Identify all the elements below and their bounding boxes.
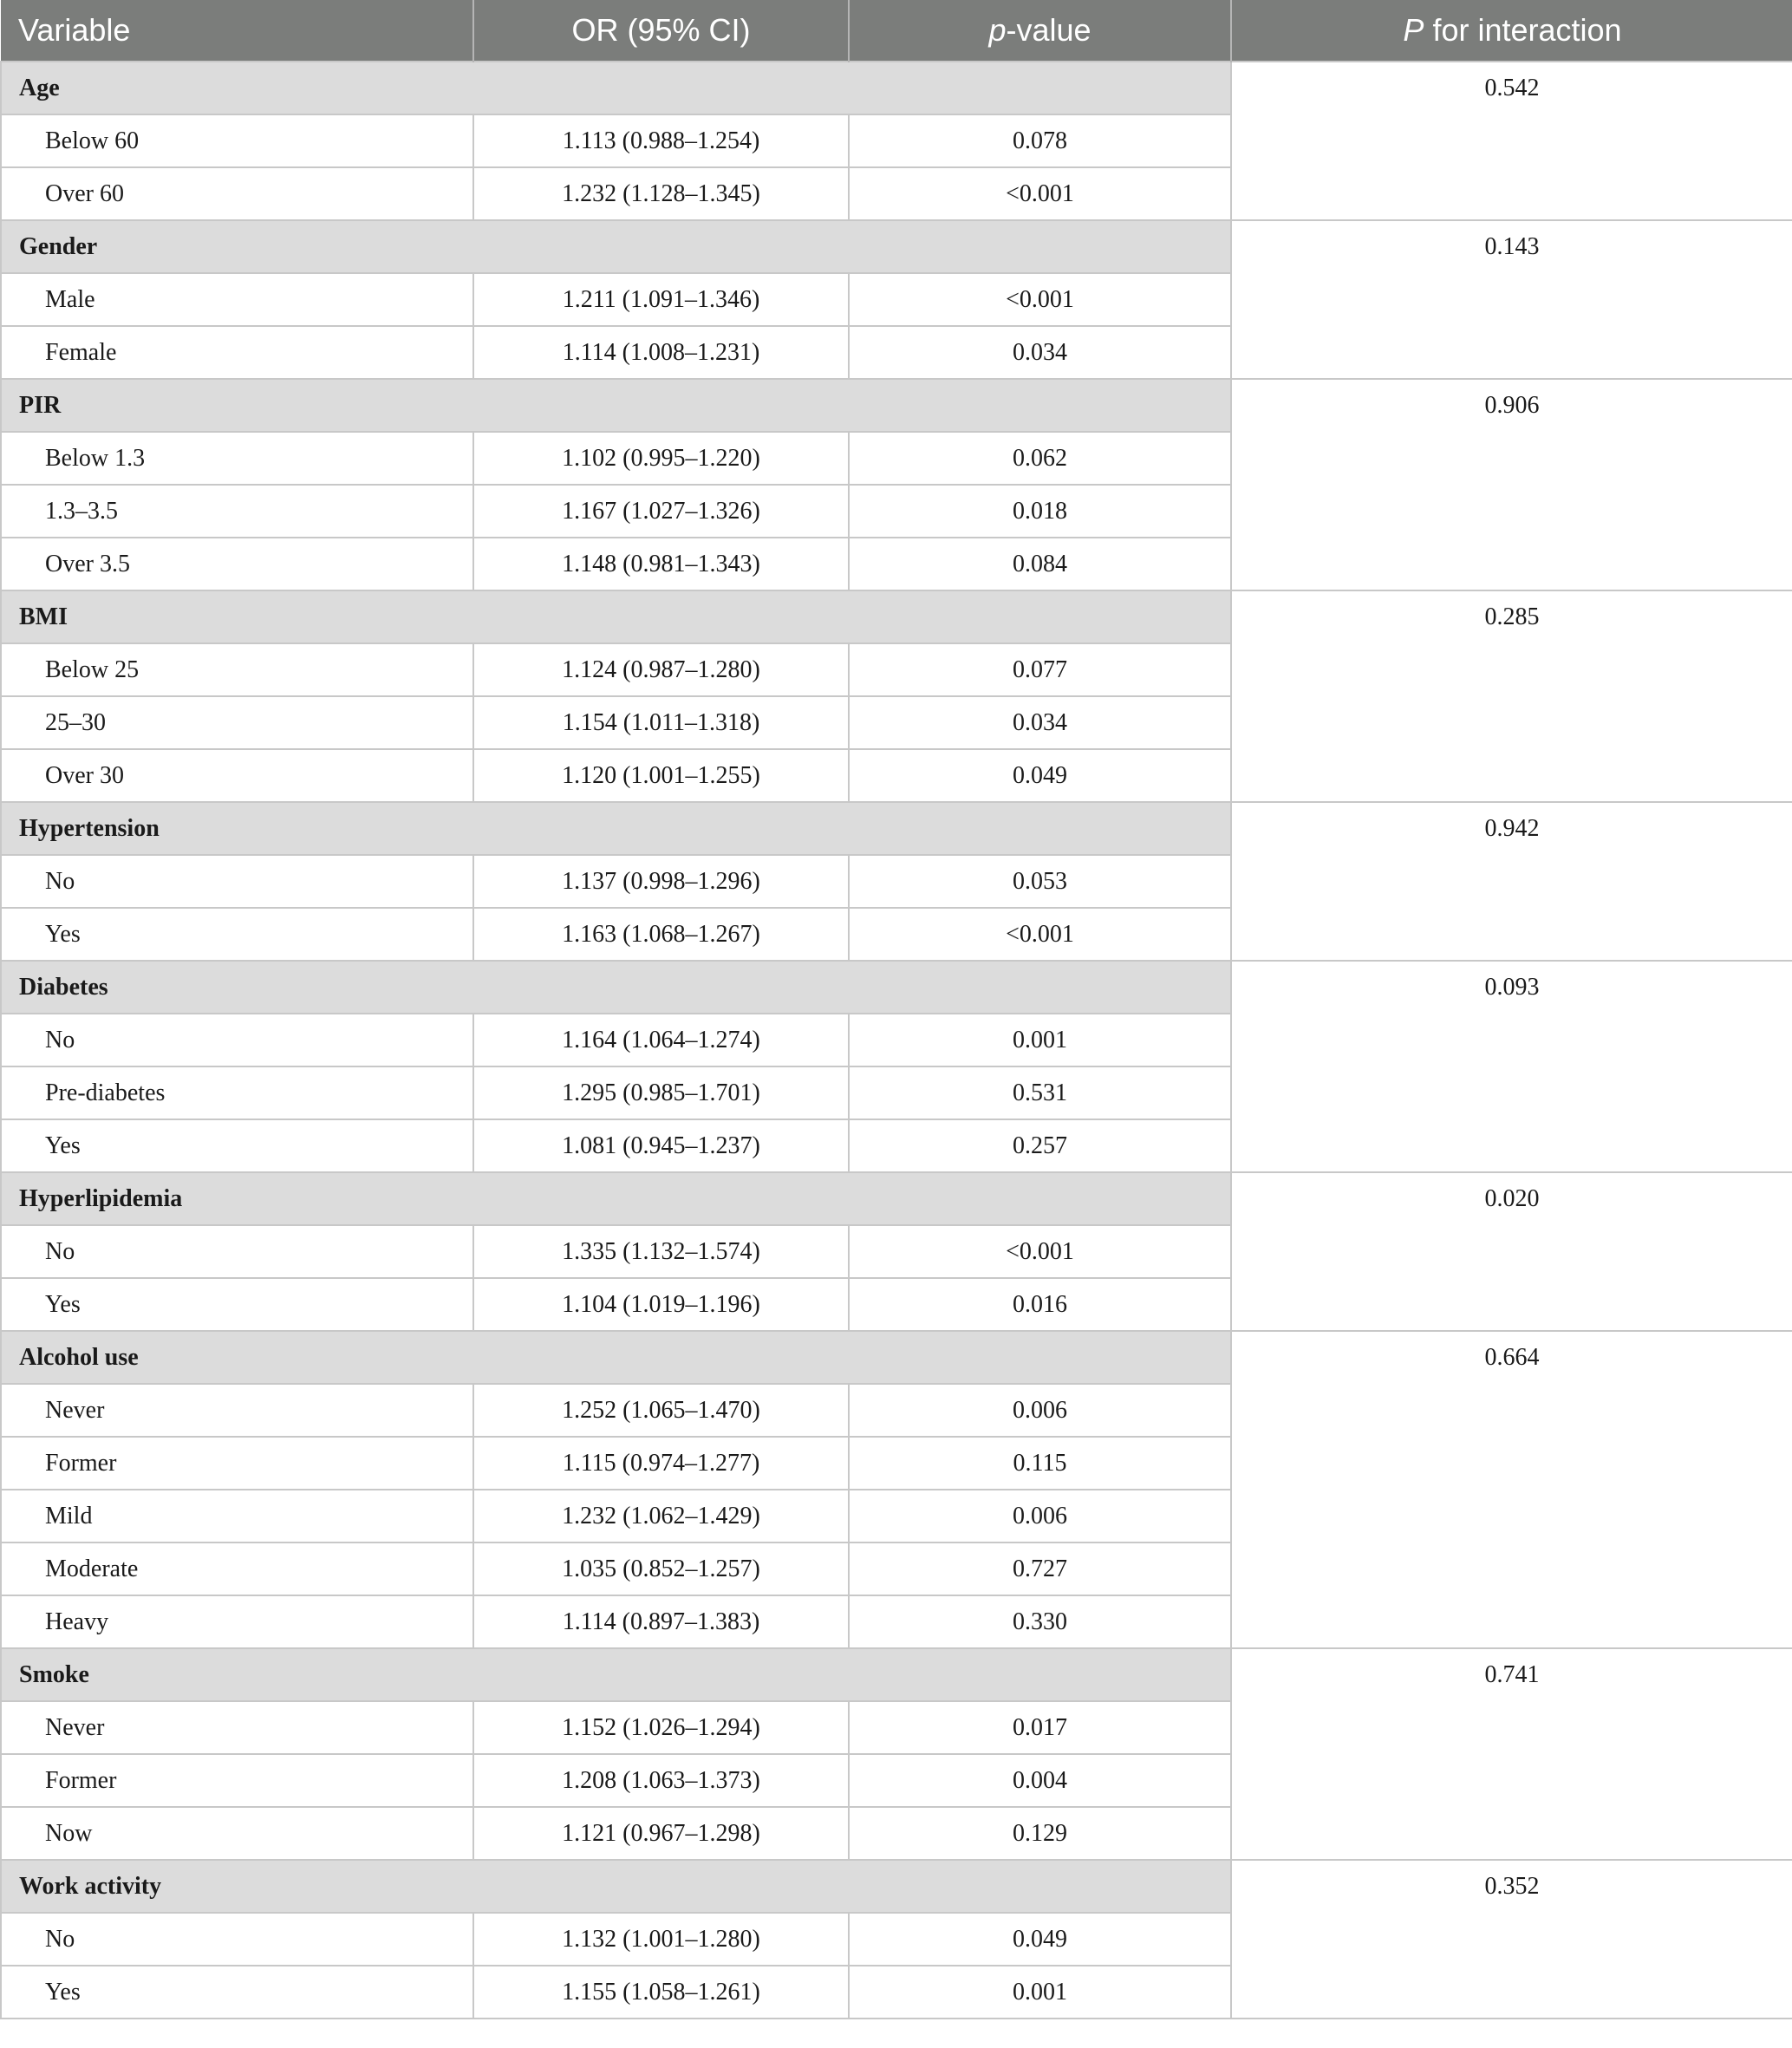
p-interaction-value: 0.542 (1231, 62, 1792, 220)
odds-ratio-ci: 1.167 (1.027–1.326) (473, 485, 849, 538)
header-p-value-italic: p (988, 12, 1007, 48)
subgroup-label: Mild (1, 1490, 473, 1543)
header-or-ci: OR (95% CI) (473, 0, 849, 62)
subgroup-label: Yes (1, 1278, 473, 1331)
p-value: 0.129 (849, 1807, 1231, 1860)
p-value: 0.077 (849, 643, 1231, 696)
odds-ratio-ci: 1.115 (0.974–1.277) (473, 1437, 849, 1490)
p-value: 0.257 (849, 1119, 1231, 1172)
odds-ratio-ci: 1.232 (1.062–1.429) (473, 1490, 849, 1543)
odds-ratio-ci: 1.120 (1.001–1.255) (473, 749, 849, 802)
odds-ratio-ci: 1.335 (1.132–1.574) (473, 1225, 849, 1278)
group-name: Hyperlipidemia (1, 1172, 1231, 1225)
table-body (1, 62, 1792, 2019)
subgroup-label: Over 30 (1, 749, 473, 802)
p-value: 0.034 (849, 326, 1231, 379)
subgroup-label: Moderate (1, 1543, 473, 1595)
subgroup-label: No (1, 1913, 473, 1966)
p-value: <0.001 (849, 1225, 1231, 1278)
odds-ratio-ci: 1.164 (1.064–1.274) (473, 1014, 849, 1066)
odds-ratio-ci: 1.154 (1.011–1.318) (473, 696, 849, 749)
odds-ratio-ci: 1.211 (1.091–1.346) (473, 273, 849, 326)
p-value: 0.006 (849, 1384, 1231, 1437)
group-row (1, 1172, 1792, 1225)
header-p-value-rest: -value (1006, 12, 1091, 48)
p-interaction-value: 0.020 (1231, 1172, 1792, 1331)
group-name: Age (1, 62, 1231, 114)
p-value: 0.084 (849, 538, 1231, 590)
odds-ratio-ci: 1.232 (1.128–1.345) (473, 167, 849, 220)
group-row (1, 379, 1792, 432)
p-interaction-value: 0.352 (1231, 1860, 1792, 2019)
p-interaction-value: 0.942 (1231, 802, 1792, 961)
subgroup-label: Over 60 (1, 167, 473, 220)
p-interaction-value: 0.741 (1231, 1648, 1792, 1860)
header-p-interaction-rest: for interaction (1424, 12, 1622, 48)
p-value: 0.016 (849, 1278, 1231, 1331)
subgroup-label: Former (1, 1754, 473, 1807)
odds-ratio-ci: 1.163 (1.068–1.267) (473, 908, 849, 961)
subgroup-label: 25–30 (1, 696, 473, 749)
odds-ratio-ci: 1.252 (1.065–1.470) (473, 1384, 849, 1437)
subgroup-label: 1.3–3.5 (1, 485, 473, 538)
group-row (1, 220, 1792, 273)
p-value: 0.727 (849, 1543, 1231, 1595)
p-value: 0.049 (849, 1913, 1231, 1966)
header-variable: Variable (1, 0, 473, 62)
p-interaction-value: 0.906 (1231, 379, 1792, 590)
header-row (1, 0, 1792, 62)
odds-ratio-ci: 1.121 (0.967–1.298) (473, 1807, 849, 1860)
subgroup-label: No (1, 1225, 473, 1278)
group-name: PIR (1, 379, 1231, 432)
subgroup-label: Yes (1, 1119, 473, 1172)
odds-ratio-ci: 1.124 (0.987–1.280) (473, 643, 849, 696)
p-interaction-value: 0.093 (1231, 961, 1792, 1172)
p-value: 0.115 (849, 1437, 1231, 1490)
odds-ratio-ci: 1.104 (1.019–1.196) (473, 1278, 849, 1331)
header-p-interaction (1231, 0, 1792, 62)
p-value: <0.001 (849, 167, 1231, 220)
p-value: 0.001 (849, 1014, 1231, 1066)
p-value: 0.053 (849, 855, 1231, 908)
subgroup-label: Female (1, 326, 473, 379)
subgroup-label: Pre-diabetes (1, 1066, 473, 1119)
subgroup-label: Heavy (1, 1595, 473, 1648)
subgroup-label: No (1, 855, 473, 908)
subgroup-label: Former (1, 1437, 473, 1490)
group-row (1, 802, 1792, 855)
odds-ratio-ci: 1.114 (1.008–1.231) (473, 326, 849, 379)
group-row (1, 961, 1792, 1014)
subgroup-label: Over 3.5 (1, 538, 473, 590)
group-row (1, 1648, 1792, 1701)
group-name: Smoke (1, 1648, 1231, 1701)
subgroup-label: Male (1, 273, 473, 326)
p-value: 0.531 (849, 1066, 1231, 1119)
group-name: Alcohol use (1, 1331, 1231, 1384)
group-row (1, 1860, 1792, 1913)
odds-ratio-ci: 1.295 (0.985–1.701) (473, 1066, 849, 1119)
odds-ratio-ci: 1.208 (1.063–1.373) (473, 1754, 849, 1807)
odds-ratio-ci: 1.035 (0.852–1.257) (473, 1543, 849, 1595)
subgroup-label: Yes (1, 908, 473, 961)
subgroup-label: Never (1, 1384, 473, 1437)
p-value: 0.078 (849, 114, 1231, 167)
subgroup-label: Below 1.3 (1, 432, 473, 485)
odds-ratio-ci: 1.081 (0.945–1.237) (473, 1119, 849, 1172)
group-name: Work activity (1, 1860, 1231, 1913)
odds-ratio-ci: 1.152 (1.026–1.294) (473, 1701, 849, 1754)
p-interaction-value: 0.285 (1231, 590, 1792, 802)
group-row (1, 590, 1792, 643)
p-value: <0.001 (849, 908, 1231, 961)
odds-ratio-ci: 1.114 (0.897–1.383) (473, 1595, 849, 1648)
p-interaction-value: 0.143 (1231, 220, 1792, 379)
odds-ratio-ci: 1.132 (1.001–1.280) (473, 1913, 849, 1966)
p-value: 0.034 (849, 696, 1231, 749)
p-value: 0.062 (849, 432, 1231, 485)
p-value: 0.004 (849, 1754, 1231, 1807)
p-value: 0.001 (849, 1966, 1231, 2019)
subgroup-label: Below 60 (1, 114, 473, 167)
group-name: Hypertension (1, 802, 1231, 855)
subgroup-label: Never (1, 1701, 473, 1754)
table-header (1, 0, 1792, 62)
subgroup-label: No (1, 1014, 473, 1066)
p-value: <0.001 (849, 273, 1231, 326)
odds-ratio-ci: 1.113 (0.988–1.254) (473, 114, 849, 167)
group-name: Diabetes (1, 961, 1231, 1014)
header-p-value (849, 0, 1231, 62)
group-row (1, 62, 1792, 114)
odds-ratio-ci: 1.155 (1.058–1.261) (473, 1966, 849, 2019)
odds-ratio-ci: 1.148 (0.981–1.343) (473, 538, 849, 590)
group-row (1, 1331, 1792, 1384)
odds-ratio-ci: 1.102 (0.995–1.220) (473, 432, 849, 485)
odds-ratio-ci: 1.137 (0.998–1.296) (473, 855, 849, 908)
header-p-interaction-italic: P (1403, 12, 1424, 48)
p-value: 0.006 (849, 1490, 1231, 1543)
p-value: 0.330 (849, 1595, 1231, 1648)
p-interaction-value: 0.664 (1231, 1331, 1792, 1648)
group-name: BMI (1, 590, 1231, 643)
p-value: 0.049 (849, 749, 1231, 802)
group-name: Gender (1, 220, 1231, 273)
subgroup-label: Below 25 (1, 643, 473, 696)
p-value: 0.017 (849, 1701, 1231, 1754)
subgroup-label: Yes (1, 1966, 473, 2019)
subgroup-label: Now (1, 1807, 473, 1860)
p-value: 0.018 (849, 485, 1231, 538)
